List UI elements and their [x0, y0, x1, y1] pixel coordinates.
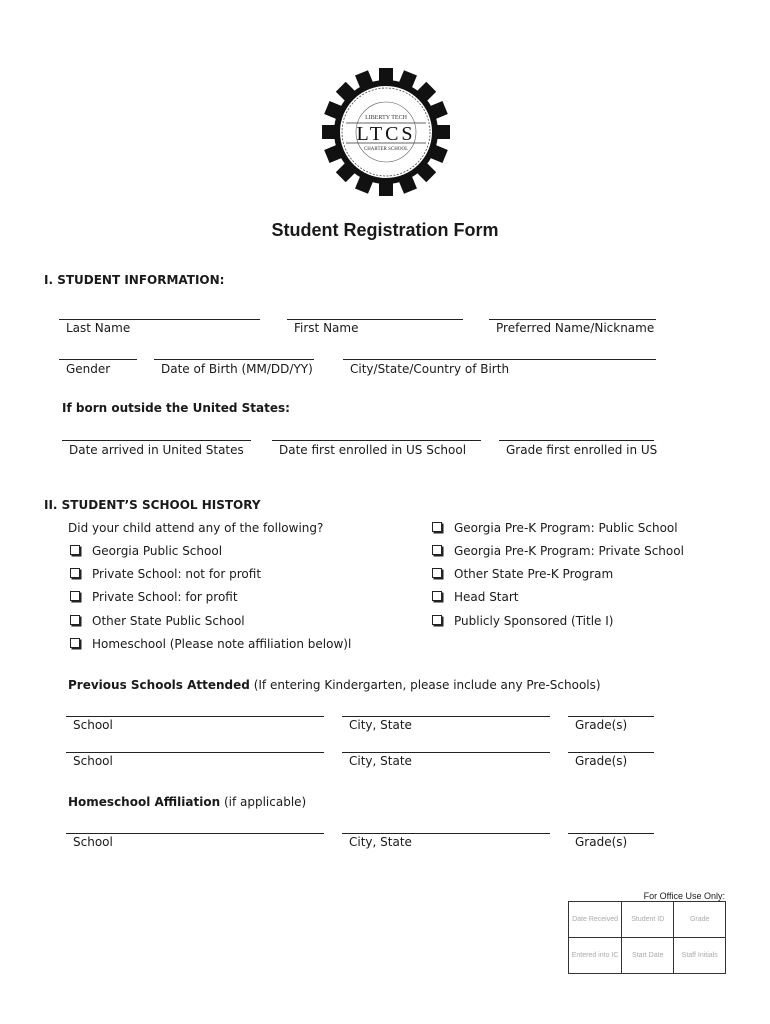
checkbox-icon[interactable]	[432, 545, 442, 555]
office-cell-date-received: Date Received	[569, 902, 622, 938]
checkbox-icon[interactable]	[432, 591, 442, 601]
grade-first-enrolled-field[interactable]	[499, 440, 654, 441]
office-use-table	[568, 901, 726, 974]
office-cell-grade: Grade	[674, 902, 726, 938]
option-homeschool[interactable]: Homeschool (Please note affiliation below)l	[70, 637, 351, 651]
birth-place-field[interactable]	[343, 359, 656, 360]
option-publicly-sponsored[interactable]: Publicly Sponsored (Title I)	[432, 614, 613, 628]
date-first-enrolled-label: Date first enrolled in US School	[279, 443, 467, 457]
checkbox-icon[interactable]	[70, 615, 80, 625]
date-first-enrolled-field[interactable]	[272, 440, 481, 441]
preferred-name-field[interactable]	[489, 319, 656, 320]
city-state-label: City, State	[349, 835, 412, 849]
option-private-not-for-profit[interactable]: Private School: not for profit	[70, 567, 261, 581]
office-cell-start-date: Start Date	[622, 938, 674, 974]
previous-school-1-field[interactable]	[66, 716, 324, 717]
checkbox-icon[interactable]	[432, 568, 442, 578]
office-cell-entered-into-ic: Entered into IC	[569, 938, 622, 974]
school-label: School	[73, 754, 113, 768]
city-state-label: City, State	[349, 718, 412, 732]
grades-label: Grade(s)	[575, 835, 628, 849]
checkbox-icon[interactable]	[70, 591, 80, 601]
born-outside-heading: If born outside the United States:	[62, 401, 290, 415]
gender-field[interactable]	[59, 359, 137, 360]
homeschool-school-field[interactable]	[66, 833, 324, 834]
previous-grade-2-field[interactable]	[568, 752, 654, 753]
option-other-state-prek[interactable]: Other State Pre-K Program	[432, 567, 613, 581]
grades-label: Grade(s)	[575, 718, 628, 732]
option-other-state-public[interactable]: Other State Public School	[70, 614, 245, 628]
option-georgia-public-school[interactable]: Georgia Public School	[70, 544, 222, 558]
previous-grade-1-field[interactable]	[568, 716, 654, 717]
checkbox-icon[interactable]	[70, 568, 80, 578]
logo-letters: LTCS	[356, 123, 416, 145]
city-state-label: City, State	[349, 754, 412, 768]
section-school-history-heading: II. STUDENT’S SCHOOL HISTORY	[44, 498, 261, 512]
last-name-label: Last Name	[66, 321, 131, 335]
option-head-start[interactable]: Head Start	[432, 590, 519, 604]
previous-school-2-field[interactable]	[66, 752, 324, 753]
date-of-birth-field[interactable]	[154, 359, 314, 360]
preferred-name-label: Preferred Name/Nickname	[496, 321, 655, 335]
date-arrived-label: Date arrived in United States	[69, 443, 244, 457]
attendance-question: Did your child attend any of the following?	[68, 521, 324, 535]
grades-label: Grade(s)	[575, 754, 628, 768]
homeschool-city-field[interactable]	[342, 833, 550, 834]
option-private-for-profit[interactable]: Private School: for profit	[70, 590, 238, 604]
checkbox-icon[interactable]	[70, 638, 80, 648]
previous-city-1-field[interactable]	[342, 716, 550, 717]
school-label: School	[73, 835, 113, 849]
option-ga-prek-public[interactable]: Georgia Pre-K Program: Public School	[432, 521, 678, 535]
first-name-field[interactable]	[287, 319, 463, 320]
date-arrived-field[interactable]	[62, 440, 251, 441]
school-logo	[322, 68, 450, 196]
first-name-label: First Name	[294, 321, 359, 335]
office-cell-staff-initials: Staff Initials	[674, 938, 726, 974]
section-student-information-heading: I. STUDENT INFORMATION:	[44, 273, 225, 287]
date-of-birth-label: Date of Birth (MM/DD/YY)	[161, 362, 313, 376]
grade-first-enrolled-label: Grade first enrolled in US	[506, 443, 658, 457]
previous-schools-heading: Previous Schools Attended (If entering Kindergarten, please include any Pre-Schools)	[68, 678, 601, 692]
homeschool-affiliation-heading: Homeschool Affiliation (if applicable)	[68, 795, 307, 809]
checkbox-icon[interactable]	[432, 615, 442, 625]
checkbox-icon[interactable]	[70, 545, 80, 555]
checkbox-icon[interactable]	[432, 522, 442, 532]
school-label: School	[73, 718, 113, 732]
gender-label: Gender	[66, 362, 111, 376]
logo-bottom-text: CHARTER SCHOOL	[363, 147, 409, 152]
option-ga-prek-private[interactable]: Georgia Pre-K Program: Private School	[432, 544, 684, 558]
previous-city-2-field[interactable]	[342, 752, 550, 753]
birth-place-label: City/State/Country of Birth	[350, 362, 510, 376]
logo-top-text: LIBERTY TECH	[365, 115, 407, 121]
page-title: Student Registration Form	[271, 220, 499, 240]
office-use-caption: For Office Use Only:	[643, 891, 725, 901]
office-cell-student-id: Student ID	[622, 902, 674, 938]
last-name-field[interactable]	[59, 319, 260, 320]
homeschool-grade-field[interactable]	[568, 833, 654, 834]
